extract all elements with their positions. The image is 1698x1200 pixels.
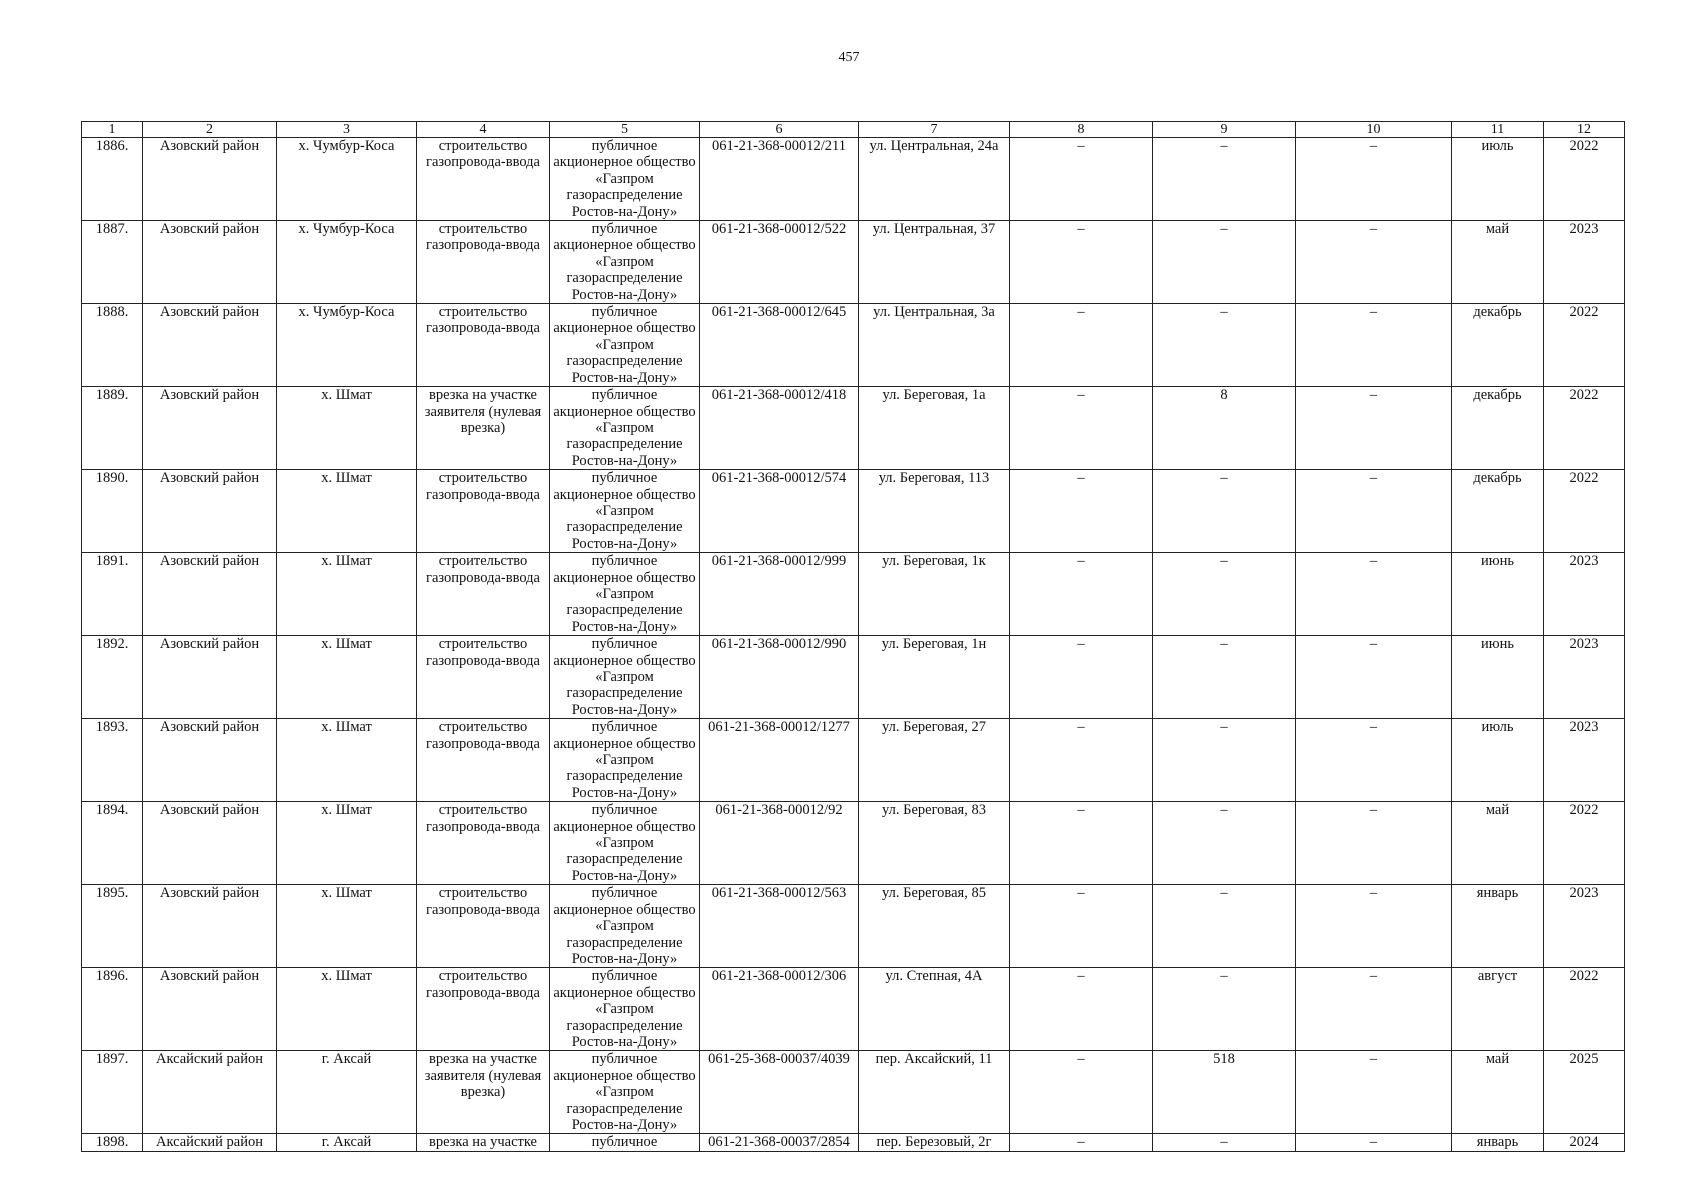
col10-cell: – [1296, 1051, 1452, 1134]
month-cell: январь [1452, 1134, 1544, 1151]
address-cell: пер. Березовый, 2г [859, 1134, 1010, 1151]
column-header: 6 [700, 122, 859, 138]
table-row [82, 470, 1625, 553]
settlement-cell: х. Чумбур-Коса [277, 138, 417, 221]
col9-cell: – [1153, 304, 1296, 387]
organization-cell: публичное акционерное общество «Газпром газораспределение Ростов-на-Дону» [550, 304, 700, 387]
code-cell: 061-21-368-00012/211 [700, 138, 859, 221]
month-cell: июль [1452, 719, 1544, 802]
row-number: 1887. [82, 221, 143, 304]
district-cell: Азовский район [143, 470, 277, 553]
district-cell: Азовский район [143, 885, 277, 968]
col9-cell: – [1153, 1134, 1296, 1151]
column-header: 2 [143, 122, 277, 138]
settlement-cell: х. Шмат [277, 636, 417, 719]
col10-cell: – [1296, 968, 1452, 1051]
row-number: 1891. [82, 553, 143, 636]
table-row [82, 138, 1625, 221]
work-type-cell: строительство газопровода-ввода [417, 636, 550, 719]
year-cell: 2023 [1544, 553, 1625, 636]
district-cell: Азовский район [143, 387, 277, 470]
row-number: 1892. [82, 636, 143, 719]
table-row [82, 1051, 1625, 1134]
column-number-row [82, 122, 1625, 138]
settlement-cell: х. Шмат [277, 387, 417, 470]
column-header: 9 [1153, 122, 1296, 138]
code-cell: 061-21-368-00037/2854 [700, 1134, 859, 1151]
col10-cell: – [1296, 553, 1452, 636]
row-number: 1890. [82, 470, 143, 553]
col9-cell: – [1153, 470, 1296, 553]
district-cell: Азовский район [143, 221, 277, 304]
col9-cell: – [1153, 885, 1296, 968]
col8-cell: – [1010, 138, 1153, 221]
month-cell: декабрь [1452, 470, 1544, 553]
table-row [82, 802, 1625, 885]
organization-cell: публичное акционерное общество «Газпром газораспределение Ростов-на-Дону» [550, 802, 700, 885]
settlement-cell: х. Шмат [277, 719, 417, 802]
work-type-cell: строительство газопровода-ввода [417, 553, 550, 636]
col8-cell: – [1010, 885, 1153, 968]
code-cell: 061-25-368-00037/4039 [700, 1051, 859, 1134]
work-type-cell: строительство газопровода-ввода [417, 304, 550, 387]
column-header: 3 [277, 122, 417, 138]
row-number: 1895. [82, 885, 143, 968]
year-cell: 2023 [1544, 885, 1625, 968]
organization-cell: публичное акционерное общество «Газпром газораспределение Ростов-на-Дону» [550, 636, 700, 719]
code-cell: 061-21-368-00012/563 [700, 885, 859, 968]
work-type-cell: врезка на участке заявителя (нулевая врезка) [417, 1051, 550, 1134]
work-type-cell: врезка на участке заявителя (нулевая врезка) [417, 387, 550, 470]
organization-cell: публичное акционерное общество «Газпром газораспределение Ростов-на-Дону» [550, 968, 700, 1051]
settlement-cell: г. Аксай [277, 1051, 417, 1134]
table-row [82, 387, 1625, 470]
col8-cell: – [1010, 968, 1153, 1051]
settlement-cell: х. Шмат [277, 968, 417, 1051]
registry-table [81, 121, 1625, 1152]
district-cell: Аксайский район [143, 1134, 277, 1151]
organization-cell: публичное акционерное общество «Газпром газораспределение Ростов-на-Дону» [550, 138, 700, 221]
organization-cell: публичное акционерное общество «Газпром газораспределение Ростов-на-Дону» [550, 1051, 700, 1134]
col9-cell: – [1153, 636, 1296, 719]
table-row [82, 221, 1625, 304]
work-type-cell: строительство газопровода-ввода [417, 719, 550, 802]
col9-cell: 518 [1153, 1051, 1296, 1134]
table-row [82, 1134, 1625, 1151]
col9-cell: – [1153, 138, 1296, 221]
row-number: 1894. [82, 802, 143, 885]
column-header: 4 [417, 122, 550, 138]
row-number: 1898. [82, 1134, 143, 1151]
col10-cell: – [1296, 802, 1452, 885]
code-cell: 061-21-368-00012/522 [700, 221, 859, 304]
col10-cell: – [1296, 387, 1452, 470]
address-cell: ул. Береговая, 113 [859, 470, 1010, 553]
table-row [82, 885, 1625, 968]
month-cell: август [1452, 968, 1544, 1051]
address-cell: ул. Береговая, 1к [859, 553, 1010, 636]
col8-cell: – [1010, 719, 1153, 802]
col9-cell: – [1153, 802, 1296, 885]
district-cell: Азовский район [143, 719, 277, 802]
table-row [82, 304, 1625, 387]
address-cell: ул. Центральная, 3а [859, 304, 1010, 387]
address-cell: ул. Береговая, 27 [859, 719, 1010, 802]
month-cell: май [1452, 802, 1544, 885]
col10-cell: – [1296, 138, 1452, 221]
table-row [82, 553, 1625, 636]
work-type-cell: врезка на участке [417, 1134, 550, 1151]
organization-cell: публичное акционерное общество «Газпром газораспределение Ростов-на-Дону» [550, 885, 700, 968]
address-cell: ул. Центральная, 37 [859, 221, 1010, 304]
row-number: 1886. [82, 138, 143, 221]
month-cell: июнь [1452, 553, 1544, 636]
organization-cell: публичное [550, 1134, 700, 1151]
registry-body [82, 138, 1625, 1152]
settlement-cell: х. Шмат [277, 885, 417, 968]
year-cell: 2022 [1544, 968, 1625, 1051]
year-cell: 2022 [1544, 138, 1625, 221]
column-header: 11 [1452, 122, 1544, 138]
settlement-cell: х. Чумбур-Коса [277, 304, 417, 387]
code-cell: 061-21-368-00012/574 [700, 470, 859, 553]
col8-cell: – [1010, 1051, 1153, 1134]
work-type-cell: строительство газопровода-ввода [417, 221, 550, 304]
col10-cell: – [1296, 304, 1452, 387]
col8-cell: – [1010, 387, 1153, 470]
month-cell: июнь [1452, 636, 1544, 719]
district-cell: Азовский район [143, 138, 277, 221]
col10-cell: – [1296, 221, 1452, 304]
address-cell: ул. Береговая, 85 [859, 885, 1010, 968]
page-number: 457 [838, 50, 860, 65]
column-header: 10 [1296, 122, 1452, 138]
work-type-cell: строительство газопровода-ввода [417, 138, 550, 221]
year-cell: 2022 [1544, 304, 1625, 387]
col8-cell: – [1010, 802, 1153, 885]
organization-cell: публичное акционерное общество «Газпром газораспределение Ростов-на-Дону» [550, 221, 700, 304]
district-cell: Аксайский район [143, 1051, 277, 1134]
col8-cell: – [1010, 470, 1153, 553]
settlement-cell: г. Аксай [277, 1134, 417, 1151]
year-cell: 2022 [1544, 387, 1625, 470]
month-cell: декабрь [1452, 387, 1544, 470]
col9-cell: 8 [1153, 387, 1296, 470]
organization-cell: публичное акционерное общество «Газпром газораспределение Ростов-на-Дону» [550, 719, 700, 802]
work-type-cell: строительство газопровода-ввода [417, 470, 550, 553]
column-header: 1 [82, 122, 143, 138]
month-cell: июль [1452, 138, 1544, 221]
code-cell: 061-21-368-00012/92 [700, 802, 859, 885]
column-header: 5 [550, 122, 700, 138]
code-cell: 061-21-368-00012/645 [700, 304, 859, 387]
code-cell: 061-21-368-00012/990 [700, 636, 859, 719]
month-cell: декабрь [1452, 304, 1544, 387]
address-cell: ул. Береговая, 1н [859, 636, 1010, 719]
column-header: 8 [1010, 122, 1153, 138]
settlement-cell: х. Шмат [277, 470, 417, 553]
col9-cell: – [1153, 968, 1296, 1051]
col9-cell: – [1153, 719, 1296, 802]
month-cell: январь [1452, 885, 1544, 968]
row-number: 1897. [82, 1051, 143, 1134]
col10-cell: – [1296, 636, 1452, 719]
col8-cell: – [1010, 553, 1153, 636]
settlement-cell: х. Шмат [277, 802, 417, 885]
row-number: 1888. [82, 304, 143, 387]
col8-cell: – [1010, 636, 1153, 719]
settlement-cell: х. Чумбур-Коса [277, 221, 417, 304]
month-cell: май [1452, 221, 1544, 304]
col10-cell: – [1296, 885, 1452, 968]
address-cell: ул. Береговая, 1а [859, 387, 1010, 470]
district-cell: Азовский район [143, 553, 277, 636]
organization-cell: публичное акционерное общество «Газпром газораспределение Ростов-на-Дону» [550, 387, 700, 470]
row-number: 1896. [82, 968, 143, 1051]
col8-cell: – [1010, 221, 1153, 304]
col10-cell: – [1296, 470, 1452, 553]
address-cell: ул. Центральная, 24а [859, 138, 1010, 221]
year-cell: 2023 [1544, 719, 1625, 802]
col10-cell: – [1296, 719, 1452, 802]
column-header: 12 [1544, 122, 1625, 138]
code-cell: 061-21-368-00012/1277 [700, 719, 859, 802]
address-cell: ул. Степная, 4А [859, 968, 1010, 1051]
row-number: 1893. [82, 719, 143, 802]
col8-cell: – [1010, 304, 1153, 387]
column-header: 7 [859, 122, 1010, 138]
work-type-cell: строительство газопровода-ввода [417, 968, 550, 1051]
col9-cell: – [1153, 553, 1296, 636]
year-cell: 2024 [1544, 1134, 1625, 1151]
col9-cell: – [1153, 221, 1296, 304]
code-cell: 061-21-368-00012/999 [700, 553, 859, 636]
col8-cell: – [1010, 1134, 1153, 1151]
table-row [82, 719, 1625, 802]
work-type-cell: строительство газопровода-ввода [417, 802, 550, 885]
organization-cell: публичное акционерное общество «Газпром газораспределение Ростов-на-Дону» [550, 470, 700, 553]
district-cell: Азовский район [143, 636, 277, 719]
address-cell: пер. Аксайский, 11 [859, 1051, 1010, 1134]
settlement-cell: х. Шмат [277, 553, 417, 636]
address-cell: ул. Береговая, 83 [859, 802, 1010, 885]
table-row [82, 636, 1625, 719]
organization-cell: публичное акционерное общество «Газпром газораспределение Ростов-на-Дону» [550, 553, 700, 636]
code-cell: 061-21-368-00012/418 [700, 387, 859, 470]
work-type-cell: строительство газопровода-ввода [417, 885, 550, 968]
table-row [82, 968, 1625, 1051]
district-cell: Азовский район [143, 802, 277, 885]
year-cell: 2023 [1544, 636, 1625, 719]
year-cell: 2025 [1544, 1051, 1625, 1134]
district-cell: Азовский район [143, 968, 277, 1051]
year-cell: 2022 [1544, 470, 1625, 553]
code-cell: 061-21-368-00012/306 [700, 968, 859, 1051]
row-number: 1889. [82, 387, 143, 470]
col10-cell: – [1296, 1134, 1452, 1151]
year-cell: 2023 [1544, 221, 1625, 304]
district-cell: Азовский район [143, 304, 277, 387]
year-cell: 2022 [1544, 802, 1625, 885]
month-cell: май [1452, 1051, 1544, 1134]
